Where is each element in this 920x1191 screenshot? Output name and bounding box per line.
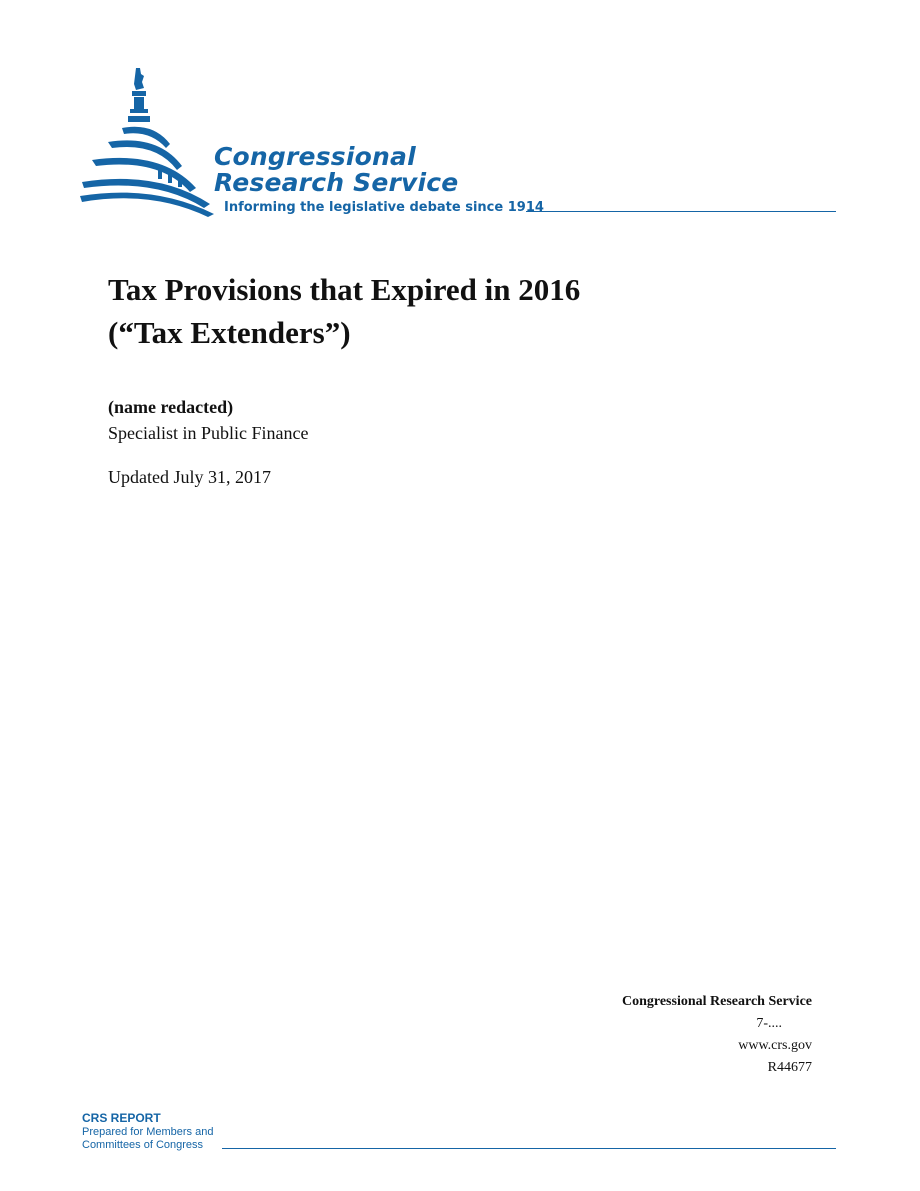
footer-rule (222, 1148, 836, 1149)
publisher-name: Congressional Research Service (621, 994, 812, 1009)
footer (82, 1112, 213, 1153)
publisher-website[interactable]: www.crs.gov (738, 1038, 812, 1053)
logo-name-line1: Congressional (214, 142, 416, 171)
logo-name-line2: Research Service (214, 168, 459, 197)
report-number: R44677 (767, 1060, 812, 1075)
logo-tagline: Informing the legislative debate since 1914 (224, 200, 544, 215)
author-name: (name redacted) (108, 397, 234, 417)
author-block (108, 394, 308, 446)
publisher-code: 7-.... (756, 1016, 782, 1031)
publisher-block (622, 991, 812, 1079)
title-line2: (“Tax Extenders”) (108, 315, 351, 350)
footer-label: CRS REPORT (82, 1111, 161, 1125)
logo-wordmark (214, 144, 458, 196)
footer-line3: Committees of Congress (82, 1139, 204, 1151)
title-line1: Tax Provisions that Expired in 2016 (108, 272, 581, 307)
capitol-dome-icon (78, 66, 218, 218)
footer-line2: Prepared for Members and (82, 1125, 214, 1138)
updated-date: Updated July 31, 2017 (108, 467, 271, 487)
report-title (108, 268, 808, 354)
crs-logo (78, 66, 838, 226)
author-role: Specialist in Public Finance (108, 423, 309, 443)
logo-rule (526, 211, 836, 212)
